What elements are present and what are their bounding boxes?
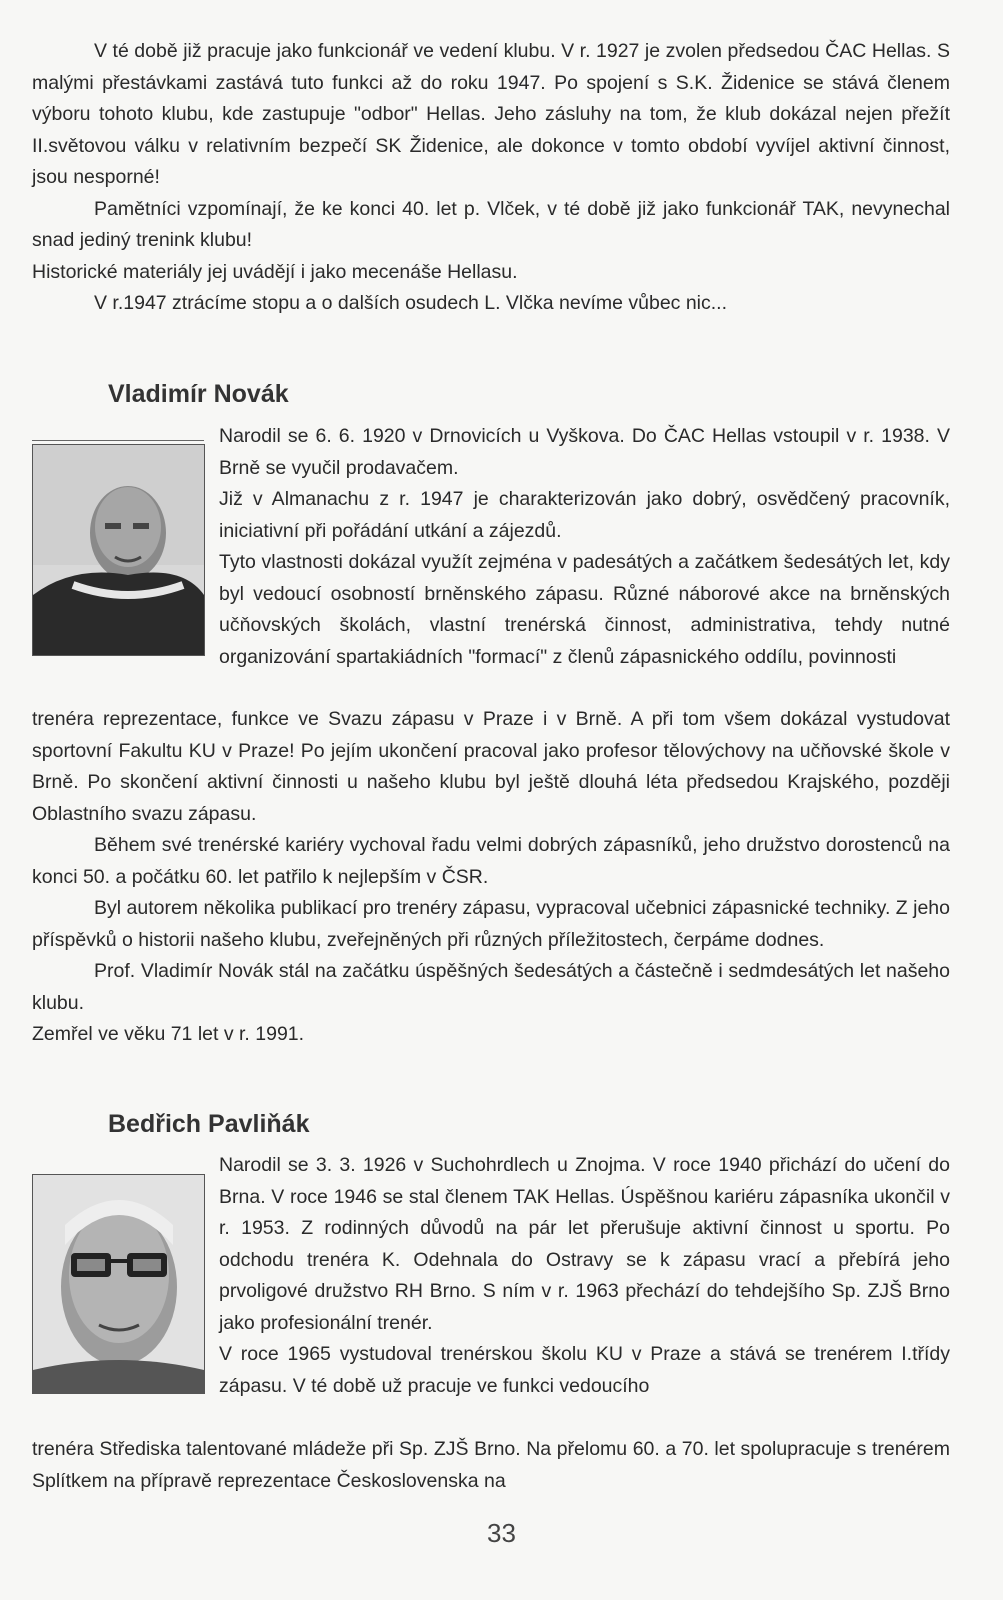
page-number: 33	[487, 1518, 516, 1548]
photo-bedrich-pavlinak	[32, 1174, 205, 1394]
intro-paragraph-2: Pamětníci vzpomínají, že ke konci 40. let p. Vlček, v té době již jako funkcionář TAK, nevynechal snad jediný trenink klubu!	[32, 197, 950, 251]
section-title-pavlinak: Bedřich Pavliňák	[108, 1110, 310, 1138]
novak-bio-side	[219, 421, 950, 673]
pavlinak-paragraph-2: V roce 1965 vystudoval trenérskou školu KU v Praze a stává se trenérem I.třídy zápasu. V té době už pracuje ve funkci vedoucího	[219, 1343, 950, 1397]
novak-paragraph-4: trenéra reprezentace, funkce ve Svazu zápasu v Praze i v Brně. A při tom všem dokázal vystudovat sportovní Fakultu KU v Praze! Po jejím ukončení pracoval jako profesor tělovýchovy na učňovské škole v Brně. Po skončení aktivní činnosti u našeho klubu byl ještě dlouhá léta předsedou Krajského, později Oblastního svazu zápasu.	[32, 708, 950, 825]
pavlinak-paragraph-1: Narodil se 3. 3. 1926 v Suchohrdlech u Znojma. V roce 1940 přichází do učení do Brna. V roce 1946 se stal členem TAK Hellas. Úspěšnou kariéru zápasníka ukončil v r. 1953. Z rodinných důvodů na pár let přerušuje aktivní činnost u sportu. Po odchodu trenéra K. Odehnala do Ostravy se k zápasu vrací a přebírá jeho prvoligové družstvo RH Brno. S ním v r. 1963 přechází do tehdejšího Sp. ZJŠ Brno jako profesionální trenér.	[219, 1154, 950, 1334]
intro-paragraph-1: V té době již pracuje jako funkcionář ve vedení klubu. V r. 1927 je zvolen předsedou ČAC Hellas. S malými přestávkami zastává tuto funkci až do roku 1947. Po spojení s S.K. Židenice se stává členem výboru tohoto klubu, kde zastupuje "odbor" Hellas. Jeho zásluhy na tom, že klub dokázal nejen přežít II.světovou válku v relativním bezpečí SK Židenice, ale dokonce v tomto období vyvíjel aktivní činnost, jsou nesporné!	[32, 40, 950, 188]
intro-paragraph-3: Historické materiály jej uvádějí i jako mecenáše Hellasu.	[32, 260, 518, 283]
photo-vladimir-novak	[32, 444, 205, 656]
novak-paragraph-1: Narodil se 6. 6. 1920 v Drnovicích u Vyškova. Do ČAC Hellas vstoupil v r. 1938. V Brně se vyučil prodavačem.	[219, 425, 950, 479]
pavlinak-bio-full	[32, 1434, 950, 1497]
novak-paragraph-8: Zemřel ve věku 71 let v r. 1991.	[32, 1023, 305, 1045]
novak-paragraph-5: Během své trenérské kariéry vychoval řadu velmi dobrých zápasníků, jeho družstvo dorostenců na konci 50. a počátku 60. let patřilo k nejlepším v ČSR.	[32, 834, 950, 888]
pavlinak-bio-side	[219, 1150, 950, 1402]
novak-paragraph-6: Byl autorem několika publikací pro trenéry zápasu, vypracoval učebnici zápasnické techniky. Z jeho příspěvků o historii našeho klubu, zveřejněných při různých příležitostech, čerpáme dodnes.	[32, 897, 950, 951]
photo-top-rule	[32, 440, 204, 441]
novak-paragraph-3: Tyto vlastnosti dokázal využít zejména v padesátých a začátkem šedesátých let, kdy byl vedoucí osobností brněnského zápasu. Různé náborové akce na brněnských učňovských školách, vlastní trenérská činnost, administrativa, tehdy nutné organizování spartakiádních "formací" z členů zápasnického oddílu, povinnosti	[219, 551, 950, 668]
novak-paragraph-2: Již v Almanachu z r. 1947 je charakterizován jako dobrý, osvědčený pracovník, iniciativní při pořádání utkání a zájezdů.	[219, 488, 950, 542]
intro-paragraph-4: V r.1947 ztrácíme stopu a o dalších osudech L. Vlčka nevíme vůbec nic...	[94, 292, 728, 314]
pavlinak-paragraph-3: trenéra Střediska talentované mládeže při Sp. ZJŠ Brno. Na přelomu 60. a 70. let spolupracuje s trenérem Splítkem na přípravě reprezentace Československa na	[32, 1438, 950, 1492]
novak-paragraph-7: Prof. Vladimír Novák stál na začátku úspěšných šedesátých a částečně i sedmdesátých let našeho klubu.	[32, 960, 950, 1014]
intro-text	[32, 36, 950, 320]
section-title-novak: Vladimír Novák	[108, 380, 289, 408]
novak-bio-full	[32, 704, 950, 1051]
